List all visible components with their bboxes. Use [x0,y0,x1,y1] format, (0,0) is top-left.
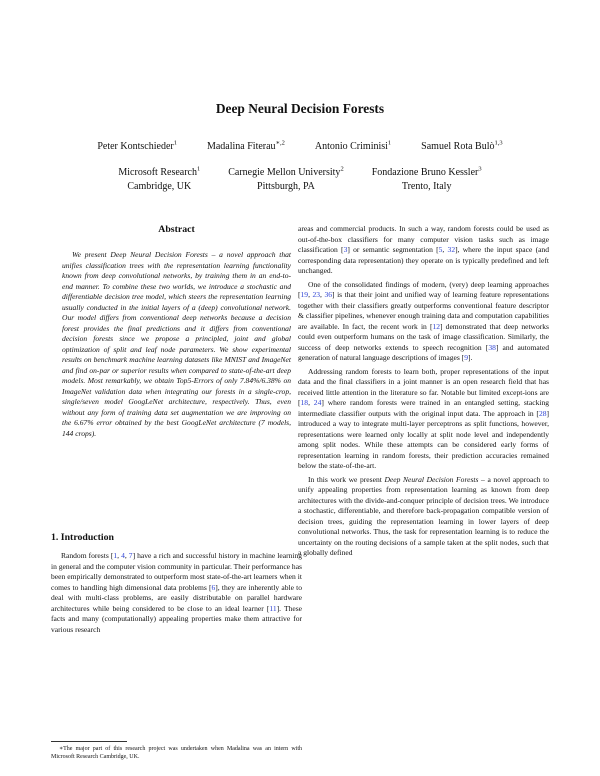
author: Antonio Criminisi$^1$ [314,139,392,152]
footnote-rule [51,741,127,742]
citation-link[interactable]: 18 [300,398,309,407]
citation-link[interactable]: 6 [211,582,216,592]
abstract-body [62,250,291,439]
citation-link[interactable]: 24 [313,398,322,407]
paragraph: One of the consolidated findings of modern, (very) deep learning approaches [19, 23, 36] is that their joint and unified way of learning feature representations together with their classifiers greatly outperforms conventional feature descriptor & classifier pipelines, whenever enough training data and computation capabilities are available. In fact, the recent work in [12] demonstrated that deep networks could even outperform humans on the task of image classification. Similarly, the success of deep networks extends to speech recognition [38] and automated generation of natural language descriptions of images [9]. [298,279,549,362]
author: Madalina Fiterau$^{∗,2}$ [206,139,285,152]
abstract-heading: Abstract [158,224,195,235]
affiliation: Fondazione Bruno Kessler$^3$ Trento, Italy [371,165,482,192]
citation-link[interactable]: 11 [269,603,277,613]
author-list [0,140,600,154]
citation-link[interactable]: 4 [121,551,125,560]
paragraph: In this work we present Deep Neural Decision Forests – a novel approach to unify appealing properties from representation learning as known from deep architectures with the divide-and-conquer principle of decision trees. We introduce a stochastic, differentiable, and therefore back-propagation compatible version of decision trees, guiding the representation learning in lower layers of deep convolutional networks. Thus, the task for representation learning is to reduce the uncertainty on the routing decisions of a sample taken at the split nodes, such that a globally defined [298,474,549,557]
right-column [298,224,549,559]
citation-link[interactable]: 32 [447,245,456,254]
citation-link[interactable]: 19 [300,290,309,299]
citation-link[interactable]: 3 [343,245,348,254]
citation-link[interactable]: 28 [538,408,547,418]
abstract-text: We present Deep Neural Decision Forests – a novel approach that unifies classification trees with the representation learning functionality known from deep convolutional networks, by training them in an end-to-end manner. To combine these two worlds, we introduce a stochastic and differentiable decision tree model, which steers the representation learning usually conducted in the initial layers of a (deep) convolutional network. Our model differs from conventional deep networks because a decision forest provides the final predictions and it differs from conventional decision forests since we propose a principled, joint and global optimization of split and leaf node parameters. We show experimental results on benchmark machine learning datasets like MNIST and ImageNet and find on-par or superior results when compared to state-of-the-art deep models. Most remarkably, we obtain Top5-Errors of only 7.84%/6.38% on ImageNet validation data when integrating our forests in a single-crop, single/seven model GoogLeNet architecture, respectively. Thus, even without any form of training data set augmentation we are improving on the 6.67% error obtained by the best GoogLeNet architecture (7 models, 144 crops). [62,250,291,438]
footnote: ∗The major part of this research project was undertaken when Madalina was an intern with Microsoft Research Cambridge, UK. [51,746,302,761]
paper-title: Deep Neural Decision Forests [215,101,385,116]
author: Samuel Rota Bulò$^{1,3}$ [421,139,503,152]
introduction-heading: 1. Introduction [51,532,114,543]
citation-link[interactable]: 7 [128,551,133,560]
affiliation: Carnegie Mellon University$^2$ Pittsburgh, PA [228,165,344,192]
paragraph: Random forests [1, 4, 7] have a rich and successful history in machine learning in general and the computer vision community in particular. Their performance has been empirically demonstrated to outperform most state-of-the-art learners when it comes to handling high dimensional data problems [6], they are inherently able to deal with multi-class problems, are easily distributable on parallel hardware architectures while being considered to be close to an ideal learner [11]. These facts and many (computationally) appealing properties make them attractive for various research [51,551,302,634]
citation-link[interactable]: 23 [312,290,321,299]
citation-link[interactable]: 9 [464,353,468,362]
citation-link[interactable]: 1 [113,551,118,560]
citation-link[interactable]: 12 [432,321,441,331]
paragraph: areas and commercial products. In such a way, random forests could be used as out-of-the-box classifiers for many computer vision tasks such as image classification [3] or semantic segmentation [5, 32], where the input space (and corresponding data representation) they operate on is typically predefined and left unchanged. [298,224,549,275]
affiliation-list [0,166,600,194]
author: Peter Kontschieder$^1$ [97,139,177,152]
introduction-body [51,551,302,635]
citation-link[interactable]: 38 [488,342,496,352]
affiliation: Microsoft Research$^1$ Cambridge, UK [118,165,201,192]
citation-link[interactable]: 36 [324,290,333,299]
paragraph: Addressing random forests to learn both, proper representations of the input data and the final classifiers in a joint manner is an open research field that has received little attention in the literature so far. Notable but limited except-ions are [18, 24] where random forests were trained in an entangled setting, stacking intermediate classifier outputs with the original input data. The approach in [28] introduced a way to integrate multi-layer perceptrons as split functions, however, representations were learned only locally at split node level and independently among split nodes. While these attempts can be considered early forms of representation learning in random forests, their prediction accuracies remained below the state-of-the-art. [298,366,549,470]
citation-link[interactable]: 5 [438,245,443,254]
